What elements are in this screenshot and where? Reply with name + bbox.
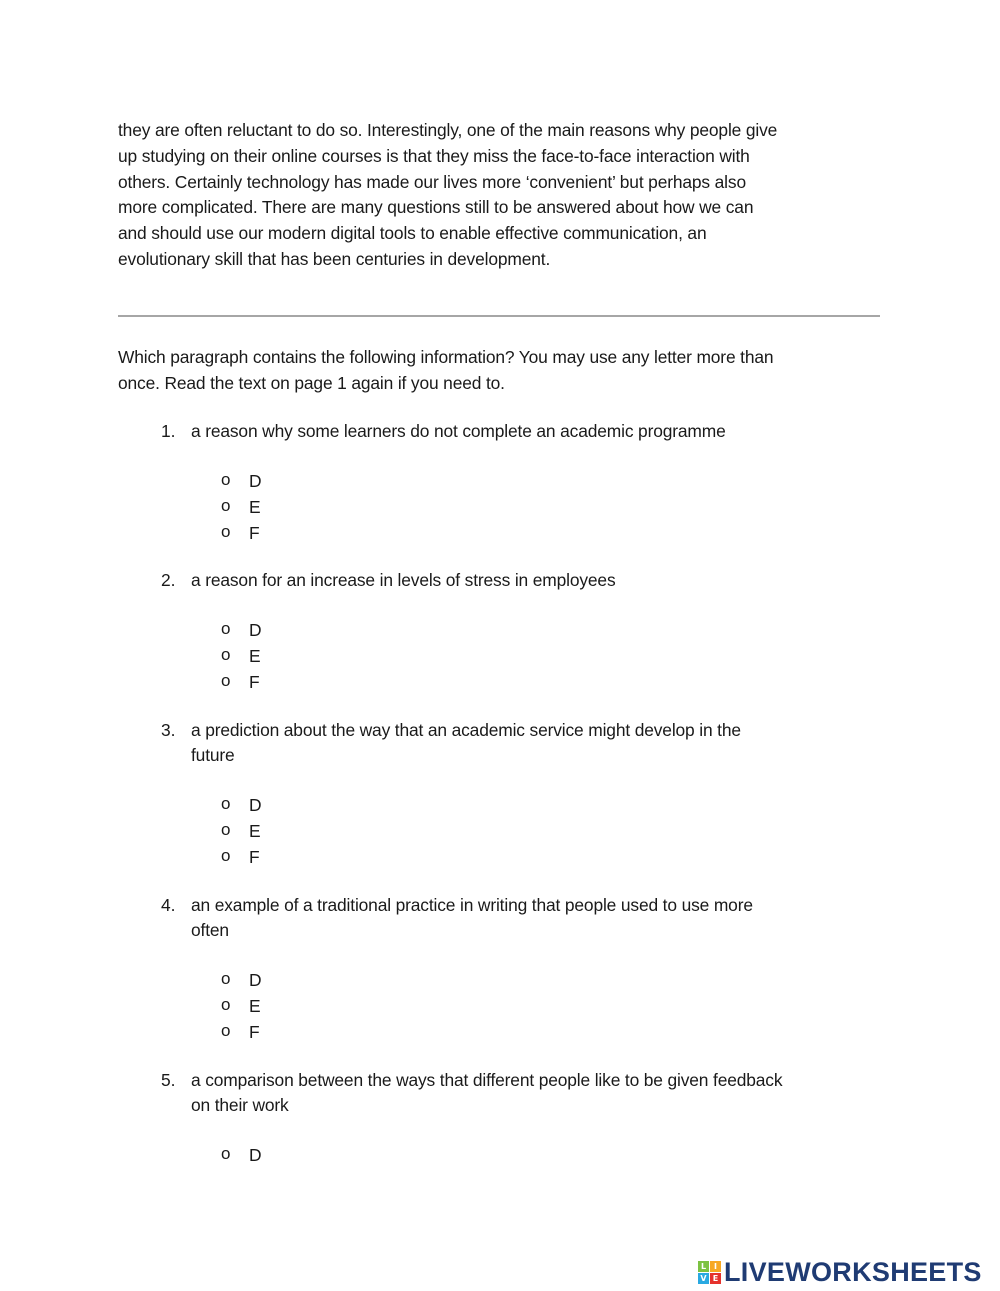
option-label-e[interactable]: E xyxy=(249,821,261,841)
question-text: a reason why some learners do not complete an academic programme xyxy=(191,421,726,441)
logo-tile: L xyxy=(698,1261,709,1272)
question-text: on their work xyxy=(191,1095,289,1115)
radio-option-icon[interactable]: o xyxy=(221,496,231,515)
liveworksheets-logo xyxy=(698,1257,982,1288)
radio-option-icon[interactable]: o xyxy=(221,820,231,839)
question-text: a comparison between the ways that different people like to be given feedback xyxy=(191,1070,783,1090)
option-label-f[interactable]: F xyxy=(249,1022,260,1042)
passage-line: evolutionary skill that has been centuries in development. xyxy=(118,249,551,269)
option-label-d[interactable]: D xyxy=(249,795,262,815)
question-text: an example of a traditional practice in writing that people used to use more xyxy=(191,895,753,915)
option-label-d[interactable]: D xyxy=(249,970,262,990)
radio-option-icon[interactable]: o xyxy=(221,995,231,1014)
logo-tile: V xyxy=(698,1273,709,1284)
radio-option-icon[interactable]: o xyxy=(221,969,231,988)
logo-tiles-icon xyxy=(698,1261,721,1284)
option-label-d[interactable]: D xyxy=(249,620,262,640)
question-number: 2. xyxy=(161,570,176,590)
radio-option-icon[interactable]: o xyxy=(221,470,231,489)
radio-option-icon[interactable]: o xyxy=(221,619,231,638)
option-label-d[interactable]: D xyxy=(249,471,262,491)
option-label-f[interactable]: F xyxy=(249,847,260,867)
passage-line: others. Certainly technology has made our lives more ‘convenient’ but perhaps also xyxy=(118,171,746,192)
radio-option-icon[interactable]: o xyxy=(221,794,231,813)
divider xyxy=(118,315,880,317)
radio-option-icon[interactable]: o xyxy=(221,671,231,690)
passage-line: up studying on their online courses is that they miss the face-to-face interaction with xyxy=(118,145,750,166)
question-text: a prediction about the way that an academic service might develop in the xyxy=(191,720,741,740)
option-label-e[interactable]: E xyxy=(249,646,261,666)
question-text: a reason for an increase in levels of stress in employees xyxy=(191,570,616,590)
option-label-e[interactable]: E xyxy=(249,497,261,517)
logo-text: LIVEWORKSHEETS xyxy=(724,1257,982,1287)
instructions-line: once. Read the text on page 1 again if you need to. xyxy=(118,372,505,393)
question-number: 3. xyxy=(161,720,176,740)
question-number: 1. xyxy=(161,421,176,441)
logo-tile: E xyxy=(710,1273,721,1284)
radio-option-icon[interactable]: o xyxy=(221,645,231,664)
question-number: 5. xyxy=(161,1070,176,1090)
passage-line: and should use our modern digital tools to enable effective communication, an xyxy=(118,223,707,244)
passage-line: they are often reluctant to do so. Interestingly, one of the main reasons why people give xyxy=(118,120,778,140)
radio-option-icon[interactable]: o xyxy=(221,846,231,865)
option-label-d[interactable]: D xyxy=(249,1145,262,1165)
question-text: often xyxy=(191,920,229,940)
instructions-line: Which paragraph contains the following information? You may use any letter more than xyxy=(118,347,774,367)
radio-option-icon[interactable]: o xyxy=(221,1021,231,1040)
option-label-e[interactable]: E xyxy=(249,996,261,1016)
logo-tile: I xyxy=(710,1261,721,1272)
question-number: 4. xyxy=(161,895,176,915)
option-label-f[interactable]: F xyxy=(249,672,260,692)
radio-option-icon[interactable]: o xyxy=(221,522,231,541)
option-label-f[interactable]: F xyxy=(249,523,260,543)
question-text: future xyxy=(191,745,235,765)
passage-line: more complicated. There are many questions still to be answered about how we can xyxy=(118,197,754,218)
radio-option-icon[interactable]: o xyxy=(221,1144,231,1163)
